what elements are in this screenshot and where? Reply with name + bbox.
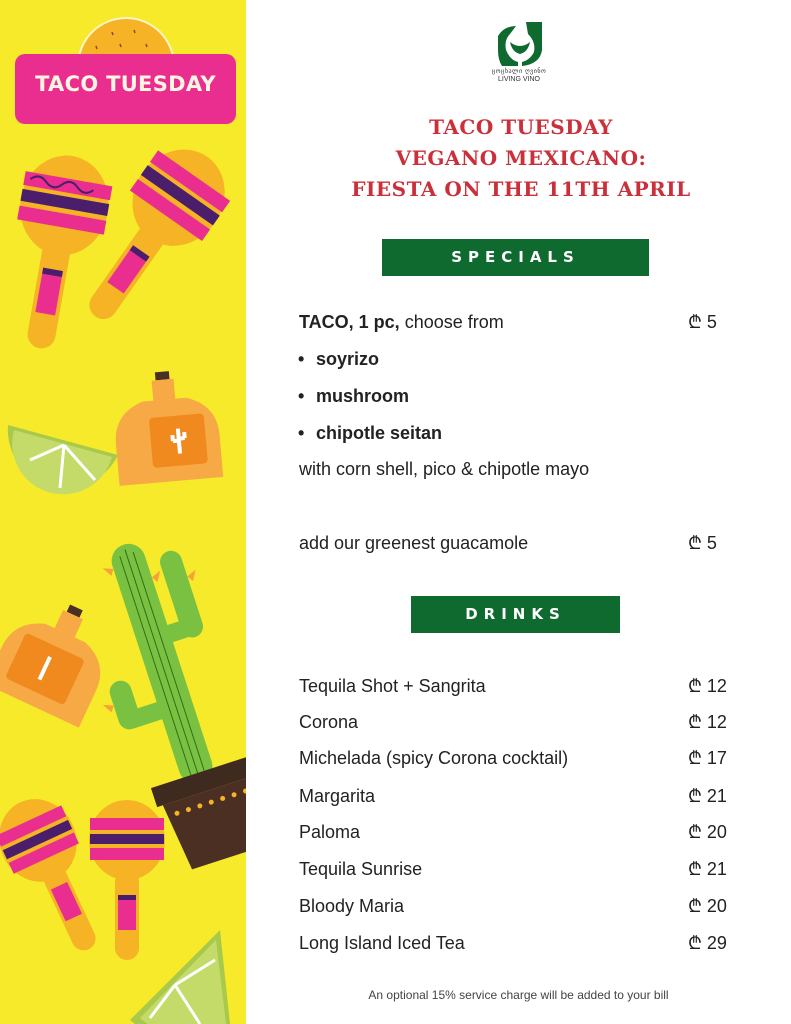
logo-name: LIVING VINO — [497, 76, 540, 83]
drink-item: Margarita ₾ 21 — [299, 786, 727, 806]
specials-heading: SPECIALS — [382, 239, 649, 276]
lime-slice-icon — [130, 930, 230, 1024]
guacamole-name: add our greenest guacamole — [299, 533, 529, 553]
sidebar-illustrations — [0, 0, 246, 1024]
menu-page — [246, 0, 791, 1024]
drink-item: Corona ₾ 12 — [299, 712, 727, 732]
lime-slice-icon — [8, 425, 118, 494]
taco-tuesday-badge-text: TACO TUESDAY — [35, 72, 216, 96]
title-line: FIESTA ON THE 11TH APRIL — [351, 177, 691, 201]
taco-label-rest: choose from — [399, 312, 504, 332]
taco-option: • mushroom — [316, 384, 409, 408]
drink-item: Tequila Shot + Sangrita ₾ 12 — [299, 676, 727, 696]
drinks-heading: DRINKS — [411, 596, 620, 633]
page-title — [306, 112, 736, 205]
taco-label: TACO, 1 pc, — [299, 312, 400, 332]
drink-item: Tequila Sunrise ₾ 21 — [299, 859, 727, 879]
title-line: VEGANO MEXICANO: — [395, 146, 647, 170]
wine-glass-logo-icon — [496, 20, 544, 68]
title-line: TACO TUESDAY — [429, 115, 613, 139]
service-charge-note: An optional 15% service charge will be added to your bill — [368, 988, 669, 1002]
taco-description: with corn shell, pico & chipotle mayo — [299, 459, 590, 479]
logo-georgian-text: ცოცხალი ღვინო — [491, 68, 547, 75]
maraca-icon — [89, 800, 165, 960]
drink-item: Michelada (spicy Corona cocktail) ₾ 17 — [299, 748, 727, 768]
drink-item: Paloma ₾ 20 — [299, 822, 727, 842]
maraca-icon — [0, 148, 116, 355]
taco-price: ₾ 5 — [688, 312, 717, 332]
taco-option: • chipotle seitan — [316, 421, 442, 445]
drink-item: Long Island Iced Tea ₾ 29 — [299, 933, 727, 953]
tequila-bottle-icon — [110, 367, 223, 486]
menu-item-guacamole — [299, 531, 739, 555]
guacamole-price: ₾ 5 — [688, 533, 717, 553]
drink-item: Bloody Maria ₾ 20 — [299, 896, 727, 916]
decorative-sidebar — [0, 0, 246, 1024]
menu-item-taco — [299, 310, 739, 334]
taco-option: • soyrizo — [316, 347, 379, 371]
